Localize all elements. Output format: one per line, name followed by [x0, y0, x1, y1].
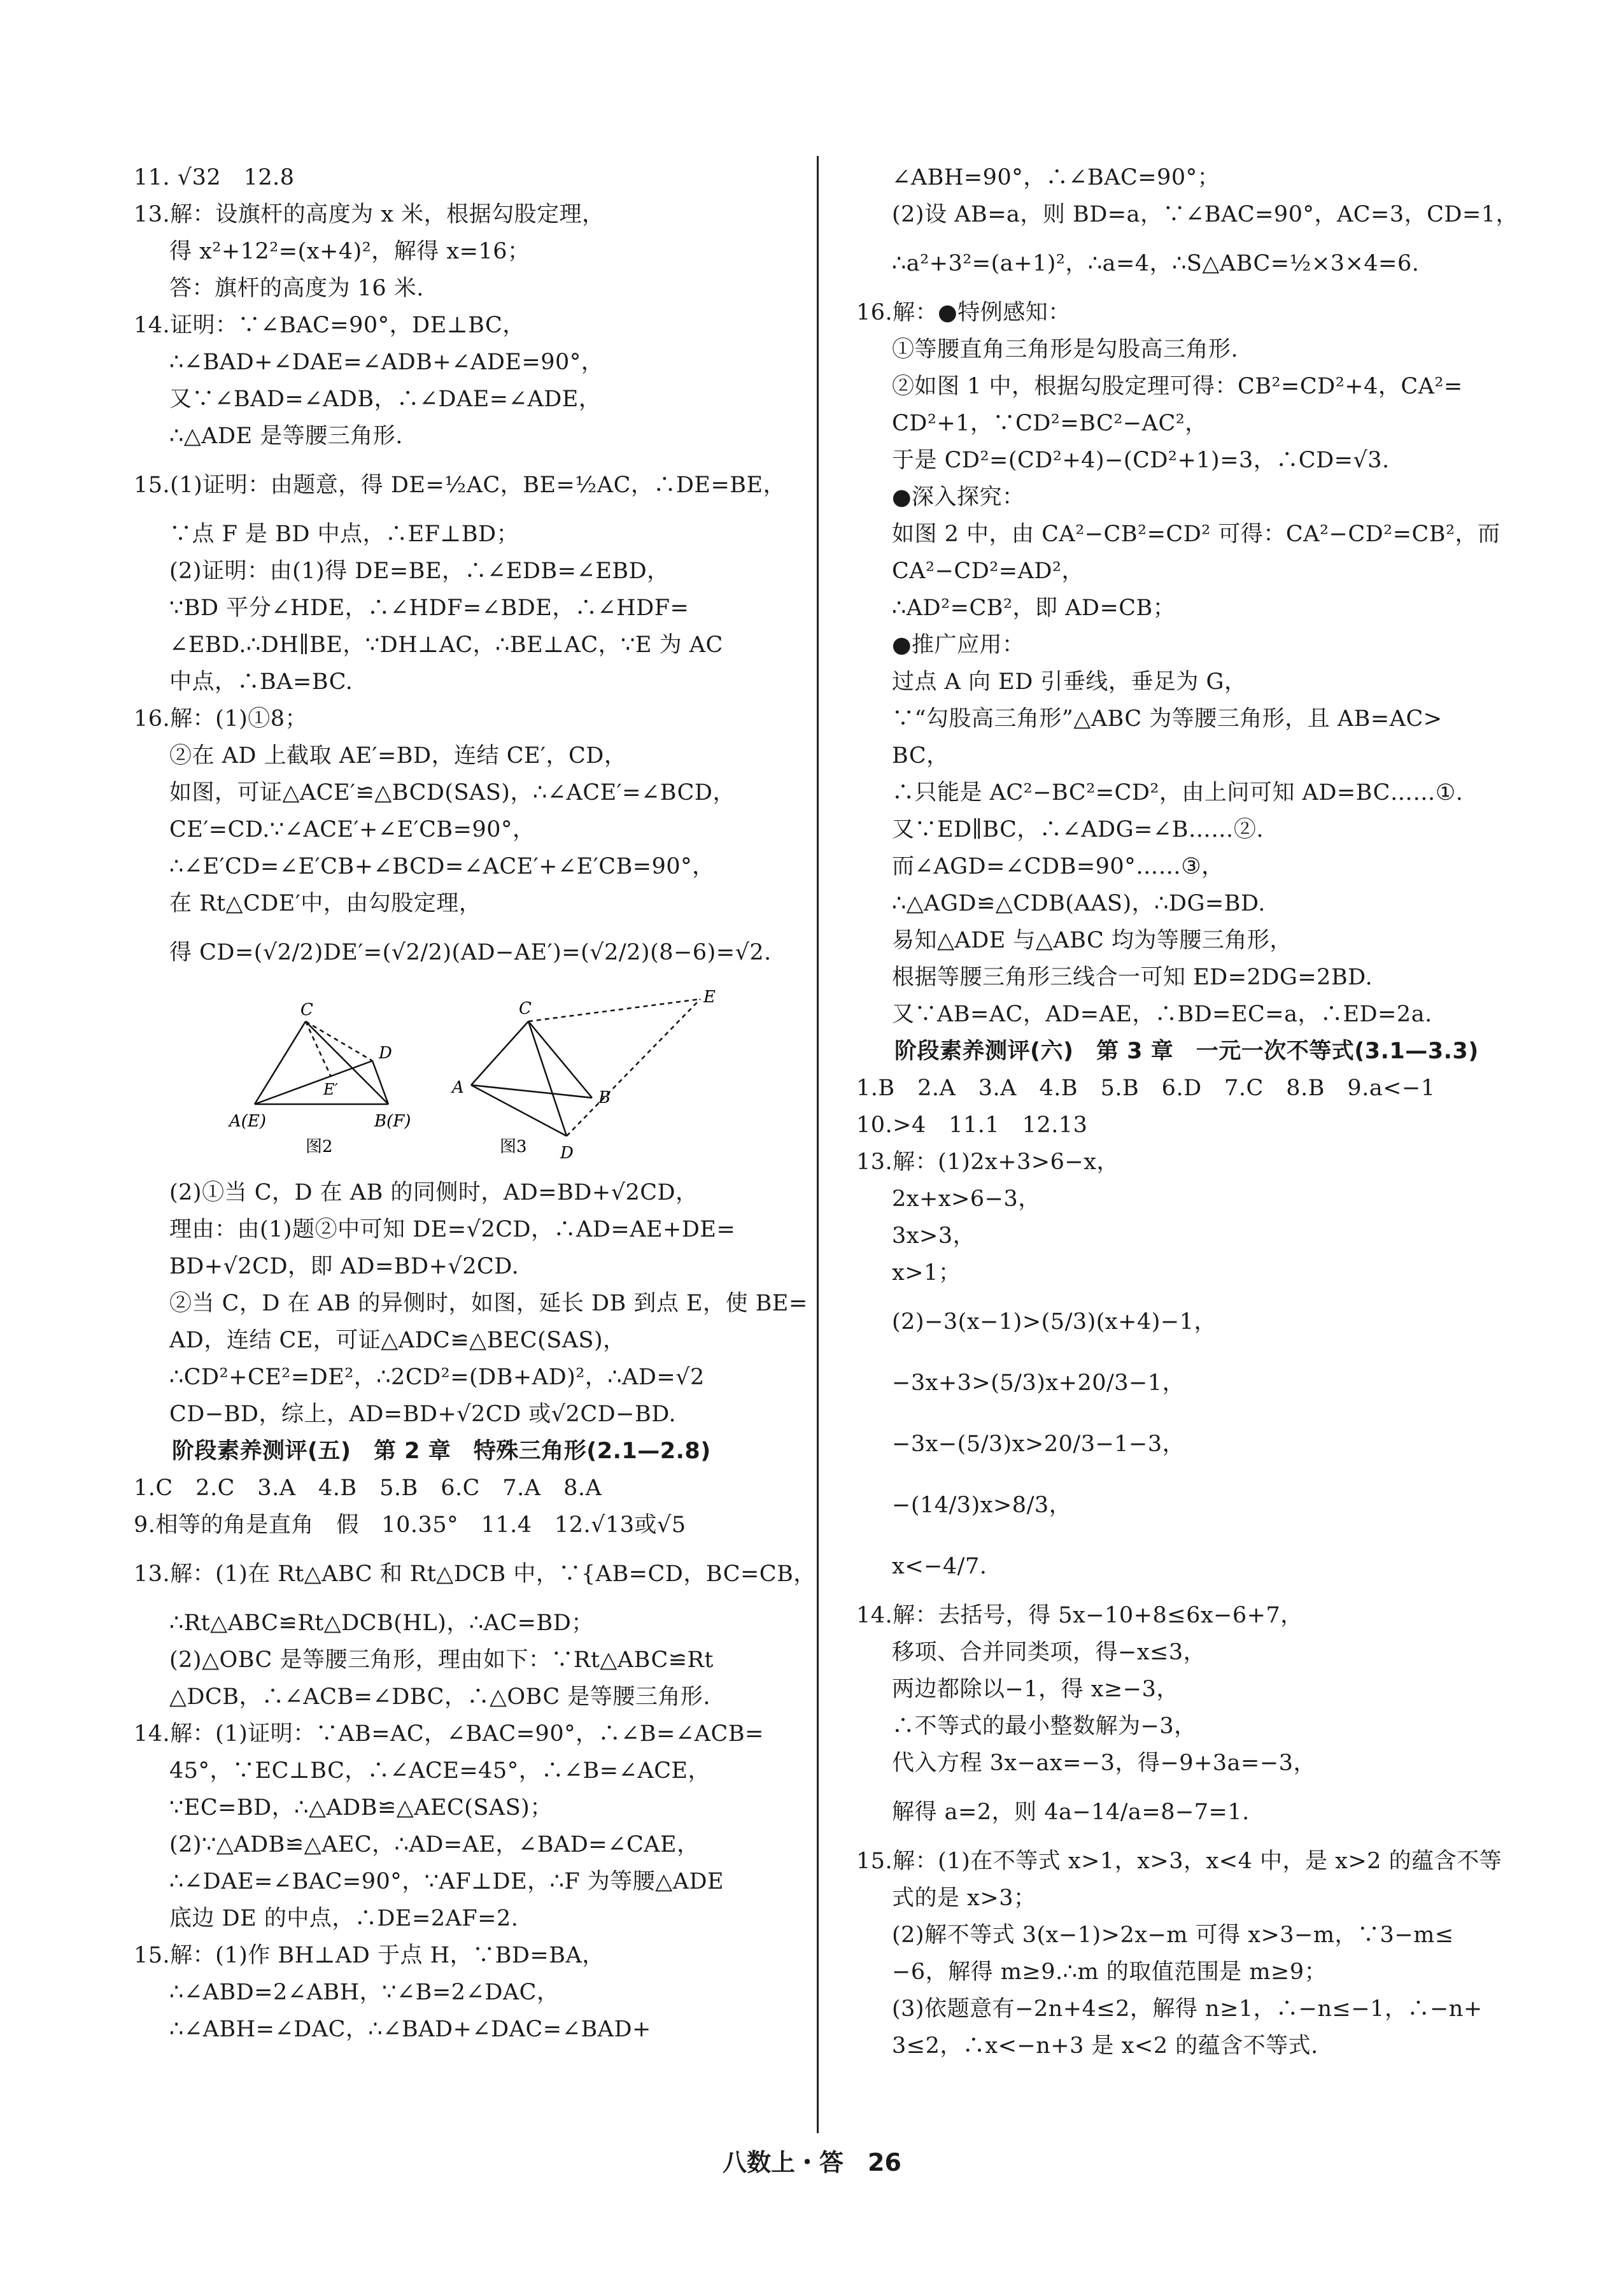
left-text-line: BD+√2CD，即 AD=BD+√2CD.	[169, 1254, 519, 1279]
right-text-line: ∠ABH=90°，∴∠BAC=90°；	[892, 165, 1220, 190]
right-text-line: 而∠AGD=∠CDB=90°……③，	[892, 854, 1224, 879]
left-text-line: ∴∠BAD+∠DAE=∠ADB+∠ADE=90°，	[169, 350, 604, 375]
left-text-line: 14.解：(1)证明：∵AB=AC，∠BAC=90°，∴∠B=∠ACB=	[134, 1721, 764, 1747]
fig2-side-cb	[306, 1021, 388, 1104]
right-text-line: −(14/3)x>8/3，	[892, 1493, 1072, 1518]
fig2-label-e-prime: E′	[323, 1081, 338, 1098]
right-text-line: 3x>3，	[892, 1223, 976, 1249]
left-text-line: ∵EC=BD，∴△ADB≌△AEC(SAS)；	[169, 1795, 553, 1821]
right-text-line: x<−4/7.	[892, 1554, 987, 1579]
left-text-line: (2)△OBC 是等腰三角形，理由如下：∵Rt△ABC≌Rt	[169, 1647, 714, 1673]
left-text-line: ∴∠ABD=2∠ABH，∵∠B=2∠DAC，	[169, 1980, 560, 2005]
right-text-line: ②如图 1 中，根据勾股定理可得：CB²=CD²+4，CA²=	[892, 374, 1463, 399]
left-text-line: ②当 C，D 在 AB 的异侧时，如图，延长 DB 到点 E，使 BE=	[169, 1291, 808, 1316]
fig2-label-d: D	[379, 1044, 392, 1063]
left-text-line: 得 x²+12²=(x+4)²，解得 x=16；	[169, 239, 530, 264]
right-text-line: 式的是 x>3；	[892, 1885, 1036, 1911]
fig2-label-b-f: B(F)	[374, 1112, 411, 1131]
left-text-line: ∴∠DAE=∠BAC=90°，∵AF⊥DE，∴F 为等腰△ADE	[169, 1869, 724, 1894]
right-column	[856, 159, 1518, 2064]
right-text-line: 根据等腰三角形三线合一可知 ED=2DG=2BD.	[892, 965, 1373, 990]
left-text-line: ∵点 F 是 BD 中点，∴EF⊥BD；	[169, 522, 519, 547]
left-text-line: 1.C 2.C 3.A 4.B 5.B 6.C 7.A 8.A	[134, 1475, 602, 1501]
right-text-line: −6，解得 m≥9.∴m 的取值范围是 m≥9；	[892, 1959, 1327, 1985]
left-text-line: 14.证明：∵∠BAC=90°，DE⊥BC，	[134, 313, 525, 338]
right-text-line: ∴只能是 AC²−BC²=CD²，由上问可知 AD=BC……①.	[892, 780, 1464, 806]
right-text-line: 16.解：●特例感知：	[856, 300, 1071, 325]
right-text-line: 又∵ED∥BC，∴∠ADG=∠B……②.	[892, 817, 1264, 842]
fig2-caption: 图2	[306, 1137, 333, 1156]
right-text-line: ∴不等式的最小整数解为−3，	[892, 1714, 1197, 1739]
fig3-caption: 图3	[500, 1137, 527, 1156]
fig2-dash-ce	[306, 1021, 331, 1077]
right-text-line: 3≤2，∴x<−n+3 是 x<2 的蕴含不等式.	[892, 2033, 1318, 2059]
right-text-line: 1.B 2.A 3.A 4.B 5.B 6.D 7.C 8.B 9.a<−1	[856, 1076, 1436, 1101]
left-text-line: 又∵∠BAD=∠ADB，∴∠DAE=∠ADE，	[169, 387, 602, 412]
right-text-line: ●深入探究：	[892, 485, 1025, 510]
right-text-line: 移项、合并同类项，得−x≤3，	[892, 1640, 1206, 1665]
left-text-line: (2)证明：由(1)得 DE=BE，∴∠EDB=∠EBD，	[169, 558, 670, 584]
left-text-line: ∵BD 平分∠HDE，∴∠HDF=∠BDE，∴∠HDF=	[169, 595, 689, 621]
left-text-line: 理由：由(1)题②中可知 DE=√2CD，∴AD=AE+DE=	[169, 1217, 736, 1242]
right-text-line: (3)依题意有−2n+4≤2，解得 n≥1，∴−n≤−1，∴−n+	[892, 1996, 1483, 2022]
left-text-line: △DCB，∴∠ACB=∠DBC，∴△OBC 是等腰三角形.	[169, 1684, 710, 1710]
left-text-line: 得 CD=(√2/2)DE′=(√2/2)(AD−AE′)=(√2/2)(8−6)=√2.	[169, 940, 772, 965]
right-text-line: 代入方程 3x−ax=−3，得−9+3a=−3，	[892, 1750, 1316, 1776]
column-divider	[817, 156, 819, 2133]
geometry-figures	[134, 983, 796, 1174]
left-text-line: 答：旗杆的高度为 16 米.	[169, 276, 424, 301]
right-text-line: 易知△ADE 与△ABC 均为等腰三角形，	[892, 928, 1292, 953]
fig2-label-a-e: A(E)	[229, 1112, 267, 1131]
left-text-line: ∴CD²+CE²=DE²，∴2CD²=(DB+AD)²，∴AD=√2	[169, 1365, 705, 1390]
fig3-dash-ce	[528, 999, 700, 1021]
right-text-line: 过点 A 向 ED 引垂线，垂足为 G，	[892, 669, 1247, 695]
fig3-dash-de	[567, 999, 700, 1136]
right-text-line: ∴△AGD≌△CDB(AAS)，∴DG=BD.	[892, 891, 1266, 916]
fig3-label-b: B	[598, 1088, 611, 1107]
right-text-line: −3x+3>(5/3)x+20/3−1，	[892, 1370, 1185, 1396]
left-text-line: CE′=CD.∵∠ACE′+∠E′CB=90°，	[169, 817, 535, 842]
fig3-label-e: E	[703, 988, 716, 1007]
right-text-line: 解得 a=2，则 4a−14/a=8−7=1.	[892, 1800, 1250, 1825]
left-text-line: 阶段素养测评(五) 第 2 章 特殊三角形(2.1—2.8)	[172, 1438, 711, 1464]
right-text-line: x>1；	[892, 1260, 961, 1286]
left-text-line: ∴∠E′CD=∠E′CB+∠BCD=∠ACE′+∠E′CB=90°，	[169, 854, 715, 879]
fig3-label-d: D	[560, 1144, 574, 1163]
left-text-line: 15.解：(1)作 BH⊥AD 于点 H，∵BD=BA，	[134, 1943, 605, 1968]
left-text-line: 16.解：(1)①8；	[134, 706, 308, 732]
right-text-line: 阶段素养测评(六) 第 3 章 一元一次不等式(3.1—3.3)	[894, 1039, 1479, 1064]
left-text-line: ∴△ADE 是等腰三角形.	[169, 423, 403, 449]
right-text-line: 14.解：去括号，得 5x−10+8≤6x−6+7，	[856, 1603, 1303, 1628]
right-text-line: 10.>4 11.1 12.13	[856, 1112, 1088, 1138]
right-text-line: CA²−CD²=AD²，	[892, 558, 1084, 584]
left-text-line: 在 Rt△CDE′中，由勾股定理，	[169, 891, 482, 916]
left-text-line: 如图，可证△ACE′≌△BCD(SAS)，∴∠ACE′=∠BCD，	[169, 780, 735, 806]
right-text-line: ∴a²+3²=(a+1)²，∴a=4，∴S△ABC=½×3×4=6.	[892, 251, 1420, 276]
left-text-line: 11. √32 12.8	[134, 165, 295, 190]
right-text-line: 又∵AB=AC，AD=AE，∴BD=EC=a，∴ED=2a.	[892, 1002, 1432, 1027]
right-text-line: 于是 CD²=(CD²+4)−(CD²+1)=3，∴CD=√3.	[892, 448, 1390, 473]
fig3-side-ab	[471, 1085, 592, 1098]
fig2-label-c: C	[300, 1000, 313, 1019]
left-column	[134, 159, 816, 2048]
left-text-line: ∴∠ABH=∠DAC，∴∠BAD+∠DAC=∠BAD+	[169, 2017, 651, 2042]
right-text-line: (2)解不等式 3(x−1)>2x−m 可得 x>3−m，∵3−m≤	[892, 1922, 1454, 1948]
left-text-line: 9.相等的角是直角 假 10.35° 11.4 12.√13或√5	[134, 1512, 686, 1538]
right-text-line: 2x+x>6−3，	[892, 1186, 1041, 1212]
fig3-label-a: A	[452, 1078, 464, 1097]
right-text-line: ∴AD²=CB²，即 AD=CB；	[892, 595, 1176, 621]
left-text-line: AD，连结 CE，可证△ADC≌△BEC(SAS)，	[169, 1328, 626, 1353]
page-footer: 八数上・答 26	[723, 2148, 901, 2176]
right-text-line: 如图 2 中，由 CA²−CB²=CD² 可得：CA²−CD²=CB²，而	[892, 522, 1500, 547]
right-text-line: ●推广应用：	[892, 632, 1025, 658]
left-text-line: ②在 AD 上截取 AE′=BD，连结 CE′，CD，	[169, 743, 627, 769]
right-text-line: 两边都除以−1，得 x≥−3，	[892, 1677, 1179, 1702]
right-text-line: ①等腰直角三角形是勾股高三角形.	[892, 337, 1239, 362]
right-text-line: 15.解：(1)在不等式 x>1，x>3，x<4 中，是 x>2 的蕴含不等	[856, 1849, 1502, 1874]
fig3-label-c: C	[519, 999, 532, 1018]
left-text-line: CD−BD，综上，AD=BD+√2CD 或√2CD−BD.	[169, 1402, 677, 1427]
fig2-side-ac	[255, 1021, 306, 1104]
right-text-line: ∵“勾股高三角形”△ABC 为等腰三角形，且 AB=AC>	[892, 706, 1443, 732]
left-text-line: 13.解：(1)在 Rt△ABC 和 Rt△DCB 中，∵{AB=CD，BC=CB，	[134, 1561, 816, 1587]
right-text-line: CD²+1，∵CD²=BC²−AC²，	[892, 411, 1208, 436]
fig2-side-ad	[255, 1061, 372, 1104]
right-text-line: 13.解：(1)2x+3>6−x，	[856, 1149, 1119, 1175]
right-text-line: −3x−(5/3)x>20/3−1−3，	[892, 1431, 1185, 1457]
left-text-line: (2)∵△ADB≌△AEC，∴AD=AE，∠BAD=∠CAE，	[169, 1832, 700, 1857]
right-text-line: BC，	[892, 743, 949, 769]
fig3-side-ac	[471, 1021, 528, 1085]
left-text-line: ∠EBD.∴DH∥BE，∵DH⊥AC，∴BE⊥AC，∵E 为 AC	[169, 632, 723, 658]
right-text-line: (2)设 AB=a，则 BD=a，∵∠BAC=90°，AC=3，CD=1，	[892, 202, 1519, 227]
fig3-side-cb	[528, 1021, 592, 1098]
left-text-line: 15.(1)证明：由题意，得 DE=½AC，BE=½AC，∴DE=BE，	[134, 472, 786, 498]
left-text-line: 45°，∵EC⊥BC，∴∠ACE=45°，∴∠B=∠ACE，	[169, 1758, 711, 1784]
left-text-line: (2)①当 C，D 在 AB 的同侧时，AD=BD+√2CD，	[169, 1180, 698, 1205]
figure-diagrams	[229, 988, 716, 1168]
right-text-line: (2)−3(x−1)>(5/3)(x+4)−1，	[892, 1309, 1217, 1335]
left-text-line: 13.解：设旗杆的高度为 x 米，根据勾股定理，	[134, 202, 605, 227]
left-text-line: 中点，∴BA=BC.	[169, 669, 353, 695]
left-text-line: 底边 DE 的中点，∴DE=2AF=2.	[169, 1906, 519, 1931]
fig2-side-db	[372, 1061, 388, 1104]
left-text-line: ∴Rt△ABC≌Rt△DCB(HL)，∴AC=BD；	[169, 1610, 594, 1636]
